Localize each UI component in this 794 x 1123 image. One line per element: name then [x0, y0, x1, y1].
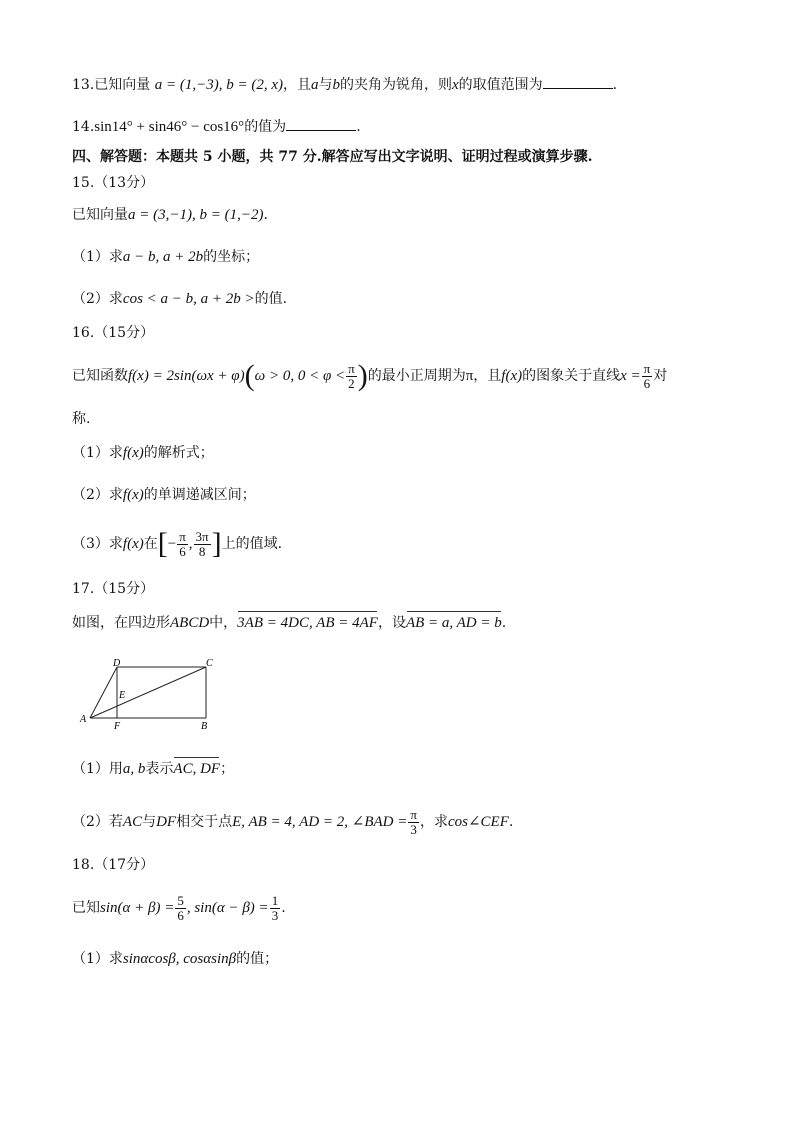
right-bracket: ]: [211, 527, 222, 560]
q18-p1-text: 的值；: [236, 951, 279, 967]
q17-p1-vectors: AC, DF: [173, 761, 221, 777]
q17-p1-math: a, b: [122, 761, 146, 777]
q13-text-2: ，且: [282, 77, 311, 93]
q15-stem: [72, 206, 268, 224]
q16-line: x =: [620, 368, 641, 384]
q13-variable-x: x: [451, 77, 459, 93]
label-b: B: [201, 721, 208, 732]
q17-heading: 17.（15分）: [72, 581, 155, 597]
q13-vector-b: b: [332, 77, 340, 93]
q13-text-5: 的取值范围为: [458, 77, 543, 93]
section-header: 四、解答题：本题共 5 小题，共 77 分.解答应写出文字说明、证明过程或演算步骤.: [72, 149, 593, 165]
part-label: （1）用: [72, 761, 123, 777]
q14-end: .: [356, 119, 361, 135]
q15-p1-text: 的坐标；: [203, 249, 260, 265]
q16-text-5: 对: [653, 368, 668, 384]
fraction-1-3: [270, 894, 281, 923]
question-number: 13.: [72, 77, 95, 93]
q17-p2-text-1: 与: [142, 814, 157, 830]
q18-part-1: [72, 950, 278, 968]
q15-p2-text: 的值.: [254, 291, 288, 307]
q15-part-2: [72, 290, 287, 308]
part-label: （1）求: [72, 445, 123, 461]
numerator: π: [643, 360, 651, 376]
q16-fx: f(x): [501, 368, 523, 384]
q17-text-2: 中，: [209, 615, 238, 631]
minus-sign: −: [167, 536, 177, 552]
q17-p2-ac: AC: [122, 814, 143, 830]
q16-text-3: ，且: [473, 368, 502, 384]
q16-period: π: [465, 368, 474, 384]
q16-p3-text-1: 在: [143, 536, 158, 552]
q18-text: 已知: [72, 900, 100, 916]
q16-text-4: 的图象关于直线: [522, 368, 621, 384]
part-label: （1）求: [72, 249, 123, 265]
q17-p2-conditions: E, AB = 4, AD = 2, ∠BAD =: [232, 814, 408, 830]
q17-p1-end: ；: [220, 761, 235, 777]
q13-text-3: 与: [318, 77, 333, 93]
q17-relation: 3AB = 4DC, AB = 4AF: [237, 615, 378, 631]
q17-quad: ABCD: [170, 615, 210, 631]
q17-p2-target: cos∠CEF: [447, 814, 509, 830]
question-14: [72, 116, 361, 136]
q16-text-2: 的最小正周期为: [367, 368, 466, 384]
q16-p1-text: 的解析式；: [143, 445, 214, 461]
question-number: 14.: [72, 119, 95, 135]
q17-text-1: 如图，在四边形: [72, 615, 170, 631]
numerator: 5: [177, 892, 184, 908]
question-13: [72, 74, 617, 94]
q15-text: 已知向量: [72, 207, 128, 223]
q16-part-1: [72, 444, 214, 462]
q17-text-3: ，设: [377, 615, 406, 631]
q17-definition: AB = a, AD = b: [405, 615, 502, 631]
q16-part-2: [72, 486, 256, 504]
numerator: π: [410, 806, 417, 822]
right-paren: ): [357, 359, 368, 392]
label-f: F: [114, 721, 121, 732]
part-label: （2）求: [72, 291, 123, 307]
q18-p1-math: sinαcosβ, cosαsinβ: [122, 951, 237, 967]
q16-heading: 16.（15分）: [72, 325, 155, 341]
q13-vector-a: a: [310, 77, 319, 93]
denominator: 6: [177, 907, 184, 923]
edge-da: [90, 667, 117, 718]
q15-vectors: a = (3,−1), b = (1,−2): [128, 207, 264, 223]
q14-text: 的值为: [244, 119, 287, 135]
q16-stem-cont: 称.: [72, 411, 91, 427]
denominator: 3: [271, 907, 279, 923]
label-d: D: [113, 658, 121, 669]
q16-p3-math: f(x): [122, 536, 144, 552]
q17-part-1: [72, 760, 234, 778]
quadrilateral-figure: [76, 656, 226, 732]
denominator: 6: [179, 543, 186, 559]
q17-p2-df: DF: [156, 814, 177, 830]
q16-p1-math: f(x): [122, 445, 144, 461]
label-c: C: [206, 658, 213, 669]
fraction-5-6: [175, 894, 186, 923]
q18-heading: 18.（17分）: [72, 857, 155, 873]
q16-p2-math: f(x): [122, 487, 144, 503]
q15-part-1: [72, 248, 259, 266]
q16-stem: [72, 358, 667, 394]
q15-heading: 15.（13分）: [72, 175, 155, 191]
denominator: 3: [410, 821, 417, 837]
q13-text-1: 已知向量: [94, 77, 151, 93]
denominator: 8: [198, 543, 206, 559]
q13-vectors: a = (1,−3), b = (2, x): [154, 77, 283, 93]
q14-expression: sin14° + sin46° − cos16°: [94, 119, 245, 135]
comma: ,: [188, 536, 193, 552]
part-label: （2）求: [72, 487, 123, 503]
q13-end: .: [612, 77, 618, 93]
part-label: （3）求: [72, 536, 123, 552]
left-bracket: [: [157, 527, 168, 560]
diagonal-ac: [90, 667, 206, 718]
fraction-pi-6: [177, 530, 188, 559]
q16-condition: ω > 0, 0 < φ <: [254, 368, 346, 384]
fraction-3pi-8: [194, 530, 211, 559]
q17-end: .: [501, 615, 507, 631]
q16-p3-text-2: 上的值域.: [221, 536, 283, 552]
part-label: （1）求: [72, 951, 123, 967]
denominator: 2: [348, 375, 355, 391]
q18-end: .: [281, 900, 286, 916]
q16-part-3: [72, 526, 282, 562]
numerator: 3π: [195, 528, 209, 544]
numerator: 1: [271, 892, 279, 908]
q17-stem: [72, 614, 506, 632]
q16-text-1: 已知函数: [72, 368, 128, 384]
part-label: （2）若: [72, 814, 123, 830]
fraction-pi-2: [346, 362, 357, 391]
answer-blank[interactable]: [543, 74, 613, 89]
q16-p2-text: 的单调递减区间；: [143, 487, 256, 503]
numerator: π: [348, 360, 355, 376]
fraction-pi-6: [642, 362, 653, 391]
label-a: A: [80, 714, 87, 725]
fraction-pi-3: [408, 808, 419, 837]
q15-p1-math: a − b, a + 2b: [122, 249, 204, 265]
denominator: 6: [643, 375, 651, 391]
numerator: π: [179, 528, 186, 544]
q13-text-4: 的夹角为锐角，则: [339, 77, 452, 93]
q17-p2-text-3: ，求: [419, 814, 448, 830]
q17-part-2: [72, 804, 513, 840]
q18-sin-diff: , sin(α − β) =: [186, 900, 269, 916]
q15-p2-math: cos < a − b, a + 2b >: [122, 291, 255, 307]
answer-blank[interactable]: [286, 116, 356, 131]
q17-p2-text-2: 相交于点: [176, 814, 233, 830]
label-e: E: [119, 690, 126, 701]
q17-p1-text: 表示: [145, 761, 174, 777]
q18-sin-sum: sin(α + β) =: [100, 900, 175, 916]
q17-p2-end: .: [508, 814, 514, 830]
q18-stem: [72, 890, 286, 926]
q16-function: f(x) = 2sin(ωx + φ): [128, 368, 245, 384]
left-paren: (: [244, 359, 255, 392]
q15-end: .: [263, 207, 268, 223]
